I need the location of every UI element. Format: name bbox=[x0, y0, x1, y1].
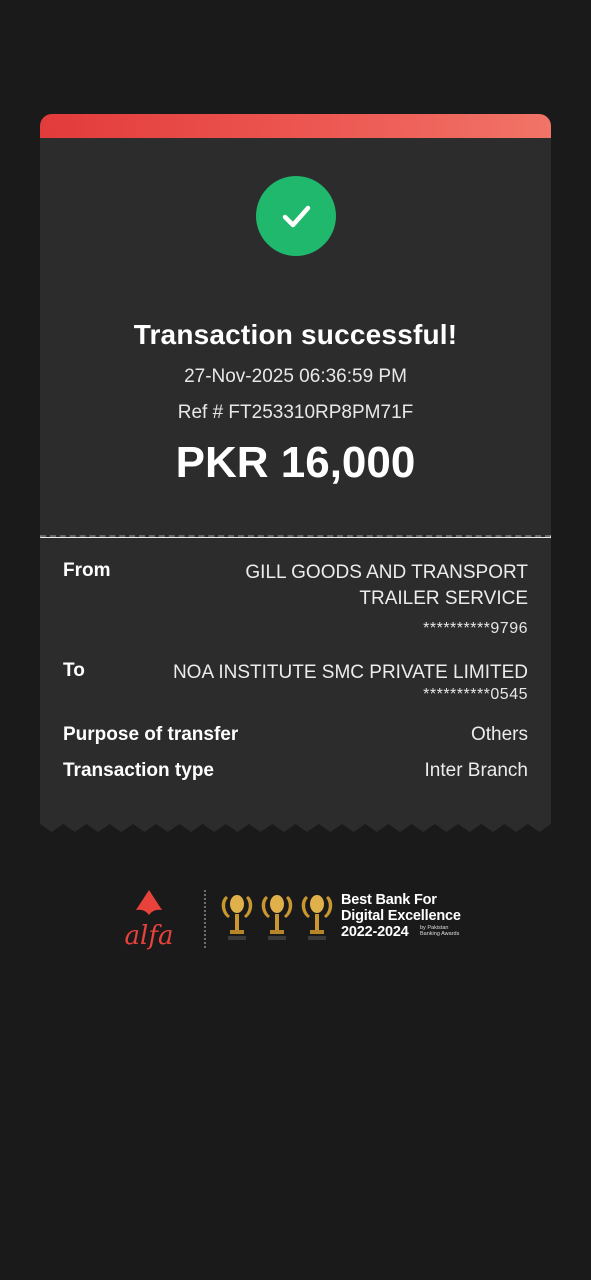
from-account-number: **********9796 bbox=[423, 620, 528, 637]
status-title: Transaction successful! bbox=[133, 319, 458, 350]
award-line3: 2022-2024 bbox=[341, 924, 409, 940]
from-label: From bbox=[63, 560, 111, 581]
type-value: Inter Branch bbox=[424, 760, 528, 781]
receipt-top-accent-bar bbox=[40, 114, 551, 138]
award-small-line1: by Pakistan bbox=[420, 925, 449, 931]
alfa-logo-text: alfa bbox=[124, 921, 174, 950]
transaction-reference: Ref # FT253310RP8PM71F bbox=[177, 402, 414, 423]
detail-row-to bbox=[63, 660, 528, 704]
award-small-line2: Banking Awards bbox=[420, 931, 460, 937]
footer-branding bbox=[118, 884, 478, 954]
success-check-icon bbox=[256, 176, 336, 256]
transaction-receipt bbox=[40, 114, 551, 836]
detail-row-from bbox=[63, 560, 528, 638]
from-name-line2: TRAILER SERVICE bbox=[359, 588, 528, 609]
receipt-zigzag-edge bbox=[40, 818, 551, 836]
check-icon bbox=[276, 196, 316, 236]
transaction-details bbox=[40, 538, 551, 782]
transaction-amount: PKR 16,000 bbox=[175, 438, 416, 487]
from-value bbox=[245, 560, 528, 638]
detail-row-purpose bbox=[63, 724, 528, 746]
footer-divider bbox=[204, 890, 206, 948]
to-account-number: **********0545 bbox=[423, 686, 528, 703]
from-name-line1: GILL GOODS AND TRANSPORT bbox=[245, 562, 528, 583]
type-label: Transaction type bbox=[63, 760, 214, 781]
to-label: To bbox=[63, 660, 85, 681]
award-subtext bbox=[420, 925, 459, 937]
award-trophies-icon bbox=[218, 890, 338, 950]
to-value bbox=[173, 660, 528, 704]
transaction-datetime: 27-Nov-2025 06:36:59 PM bbox=[184, 366, 407, 387]
purpose-value: Others bbox=[470, 724, 528, 745]
to-name: NOA INSTITUTE SMC PRIVATE LIMITED bbox=[172, 662, 528, 683]
alfa-logo-icon bbox=[118, 888, 180, 950]
award-line1: Best Bank For bbox=[341, 892, 437, 908]
receipt-body bbox=[40, 138, 551, 818]
award-line2: Digital Excellence bbox=[341, 908, 461, 924]
detail-row-type bbox=[63, 760, 528, 782]
purpose-label: Purpose of transfer bbox=[63, 724, 239, 745]
receipt-header bbox=[40, 138, 551, 535]
